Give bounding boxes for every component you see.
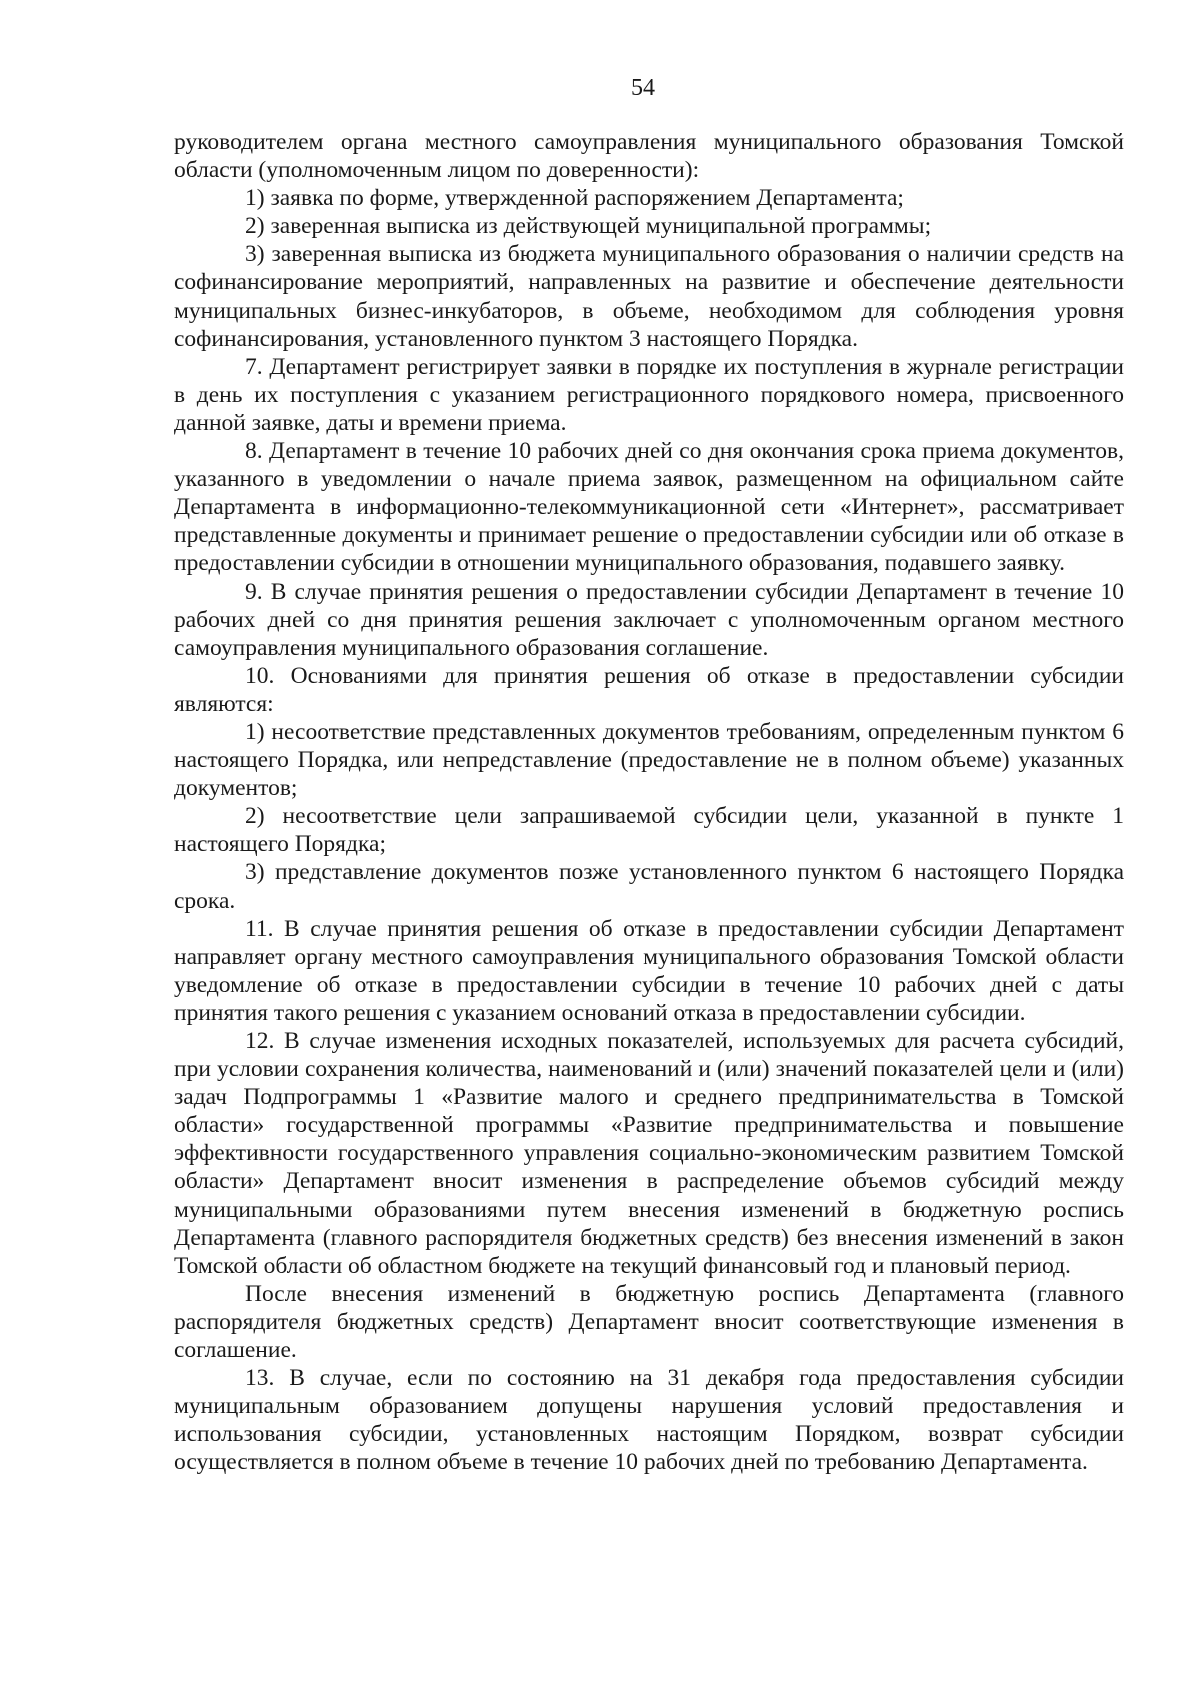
clause-12-continuation: После внесения изменений в бюджетную роспись Департамента (главного распорядителя бюджетных средств) Департамент вносит соответствующие изменения в соглашение. [174,1280,1124,1364]
clause-8: 8. Департамент в течение 10 рабочих дней со дня окончания срока приема документов, указанного в уведомлении о начале приема заявок, размещенном на официальном сайте Департамента в информационно-телекоммуникационной сети «Интернет», рассматривает представленные документы и принимает решение о предоставлении субсидии или об отказе в предоставлении субсидии в отношении муниципального образования, подавшего заявку. [174,438,1124,577]
clause-12: 12. В случае изменения исходных показателей, используемых для расчета субсидий, при условии сохранения количества, наименований и (или) значений показателей цели и (или) задач Подпрограммы 1 «Развитие малого и среднего предпринимательства в Томской области» государственной программы «Развитие предпринимательства и повышение эффективности государственного управления социально-экономическим развитием Томской области» Департамент вносит изменения в распределение объемов субсидий между муниципальными образованиями путем внесения изменений в бюджетную роспись Департамента (главного распорядителя бюджетных средств) без внесения изменений в закон Томской области об областном бюджете на текущий финансовый год и плановый период. [174,1028,1124,1279]
list-item-program-extract: 2) заверенная выписка из действующей муниципальной программы; [245,213,932,240]
list-item-application-form: 1) заявка по форме, утвержденной распоряжением Департамента; [245,185,904,212]
document-body [174,128,1124,1477]
clause-7: 7. Департамент регистрирует заявки в порядке их поступления в журнале регистрации в день их поступления с указанием регистрационного порядкового номера, присвоенного данной заявке, даты и времени приема. [174,353,1124,436]
list-item-budget-extract: 3) заверенная выписка из бюджета муниципального образования о наличии средств на софинансирование мероприятий, направленных на развитие и обеспечение деятельности муниципальных бизнес-инкубаторов, в объеме, необходимом для соблюдения уровня софинансирования, установленного пунктом 3 настоящего Порядка. [174,241,1124,352]
clause-10-item-1: 1) несоответствие представленных документов требованиям, определенным пунктом 6 настоящего Порядка, или непредставление (предоставление не в полном объеме) указанных документов; [174,718,1124,802]
page-number: 54 [631,75,655,101]
paragraph-continuation: руководителем органа местного самоуправления муниципального образования Томской области (уполномоченным лицом по доверенности): [174,129,1124,184]
clause-10: 10. Основаниями для принятия решения об отказе в предоставлении субсидии являются: [174,662,1124,717]
clause-10-item-3: 3) представление документов позже установленного пунктом 6 настоящего Порядка срока. [174,859,1124,914]
clause-10-item-2: 2) несоответствие цели запрашиваемой субсидии цели, указанной в пункте 1 настоящего Порядка; [174,803,1124,858]
clause-9: 9. В случае принятия решения о предоставлении субсидии Департамент в течение 10 рабочих дней со дня принятия решения заключает с уполномоченным органом местного самоуправления муниципального образования соглашение. [174,578,1124,661]
clause-13: 13. В случае, если по состоянию на 31 декабря года предоставления субсидии муниципальным образованием допущены нарушения условий предоставления и использования субсидии, установленных настоящим Порядком, возврат субсидии осуществляется в полном объеме в течение 10 рабочих дней по требованию Департамента. [174,1365,1124,1476]
clause-11: 11. В случае принятия решения об отказе в предоставлении субсидии Департамент направляет органу местного самоуправления муниципального образования Томской области уведомление об отказе в предоставлении субсидии в течение 10 рабочих дней с даты принятия такого решения с указанием оснований отказа в предоставлении субсидии. [174,915,1124,1026]
